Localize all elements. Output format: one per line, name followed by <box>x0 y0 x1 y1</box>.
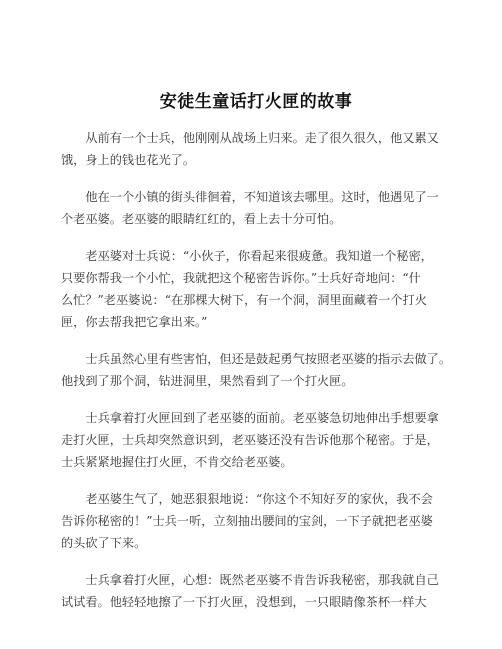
paragraph-line: 的头砍了下来。 <box>61 536 147 550</box>
paragraph-line: 匣，你去帮我把它拿出来。” <box>61 315 208 329</box>
paragraph-line: 他找到了那个洞，钻进洞里，果然看到了一个打火匣。 <box>61 374 354 388</box>
paragraph-line: 个老巫婆。老巫婆的眼睛红红的，看上去十分可怕。 <box>61 212 342 226</box>
paragraph-line: 饿，身上的钱也花光了。 <box>61 153 196 167</box>
paragraph-line: 士兵拿着打火匣回到了老巫婆的面前。老巫婆急切地伸出手想要拿 <box>85 411 439 425</box>
paragraph-line: 士兵虽然心里有些害怕，但还是鼓起勇气按照老巫婆的指示去做了。 <box>85 352 452 366</box>
paragraph-line: 老巫婆生气了，她恶狠狠地说：“你这个不知好歹的家伙，我不会 <box>85 492 433 506</box>
paragraph-line: 么忙？”老巫婆说：“在那棵大树下，有一个洞，洞里面藏着一个打火 <box>61 293 427 307</box>
paragraph-line: 士兵紧紧地握住打火匣，不肯交给老巫婆。 <box>61 455 293 469</box>
paragraph-3 <box>61 245 451 333</box>
paragraph-line: 士兵拿着打火匣，心想：既然老巫婆不肯告诉我秘密，那我就自己 <box>85 573 439 587</box>
paragraph-4 <box>61 348 451 392</box>
paragraph-line: 从前有一个士兵，他刚刚从战场上归来。走了很久很久，他又累又 <box>85 131 439 145</box>
paragraph-line: 试试看。他轻轻地擦了一下打火匣，没想到，一只眼睛像茶杯一样大 <box>61 595 427 609</box>
paragraph-line: 他在一个小镇的街头徘徊着，不知道该去哪里。这时，他遇见了一 <box>85 190 439 204</box>
paragraph-1 <box>61 127 451 171</box>
paragraph-line: 只要你帮我一个小忙，我就把这个秘密告诉你。”士兵好奇地问：“什 <box>61 271 421 285</box>
paragraph-line: 走打火匣，士兵却突然意识到，老巫婆还没有告诉他那个秘密。于是， <box>61 433 439 447</box>
paragraph-5 <box>61 407 451 473</box>
paragraph-line: 告诉你秘密的！”士兵一听，立刻抽出腰间的宝剑，一下子就把老巫婆 <box>61 514 433 528</box>
paragraph-2 <box>61 186 451 230</box>
paragraph-6 <box>61 488 451 554</box>
paragraph-7 <box>61 569 451 613</box>
document-title: 安徒生童话打火匣的故事 <box>159 92 353 112</box>
paragraph-line: 老巫婆对士兵说：“小伙子，你看起来很疲惫。我知道一个秘密， <box>85 249 433 263</box>
